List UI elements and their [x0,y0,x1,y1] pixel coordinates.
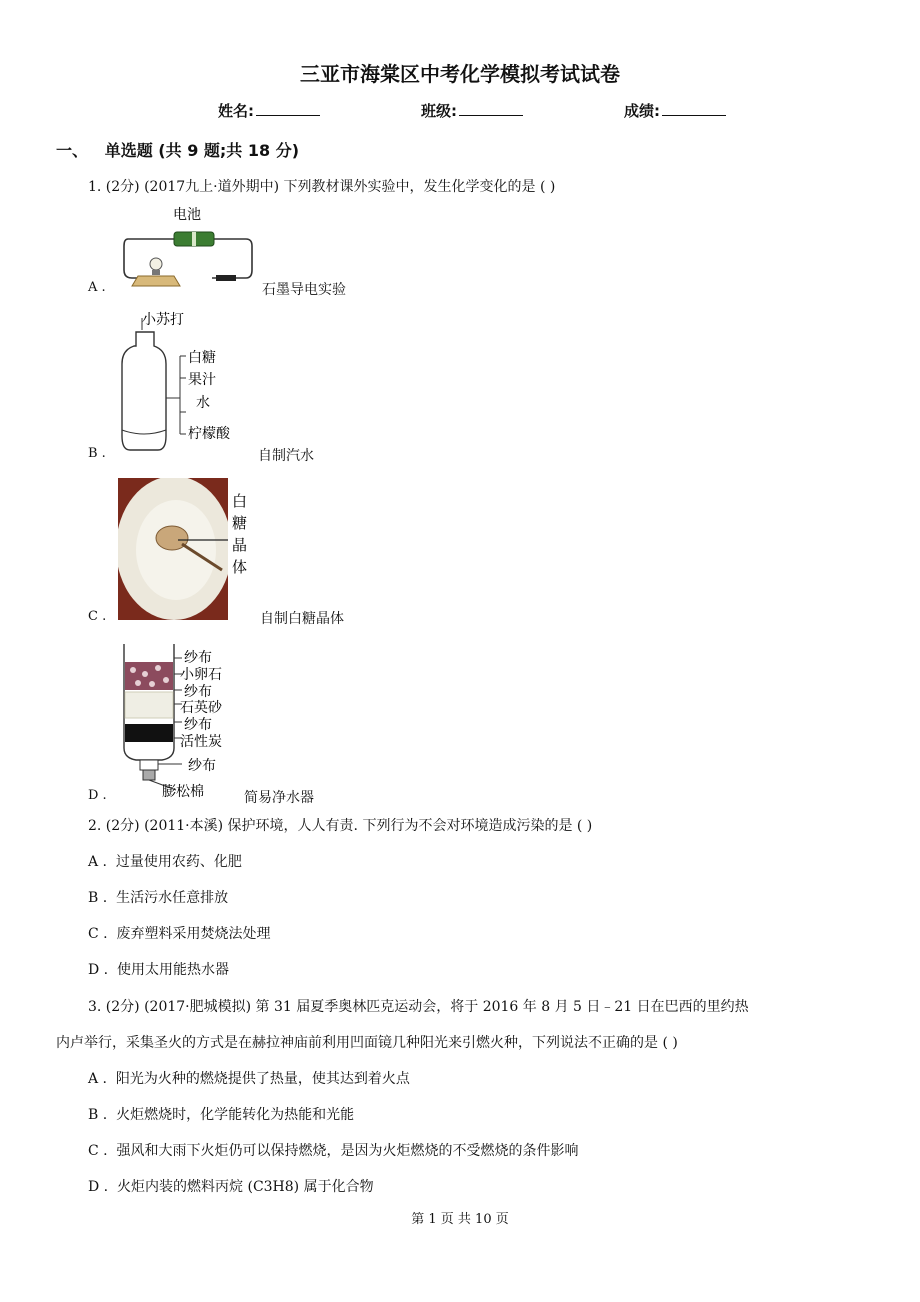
page-title: 三亚市海棠区中考化学模拟考试试卷 [300,62,620,86]
option-letter-a: A . [88,280,106,295]
pebble-label: 小卵石 [180,667,222,683]
name-field [218,100,320,121]
class-blank [459,101,523,116]
question-2-option-d: D . 使用太用能热水器 [88,962,230,978]
gauze-label-1: 纱布 [184,650,212,666]
water-filter-figure [118,640,244,802]
question-3-option-b: B . 火炬燃烧时，化学能转化为热能和光能 [88,1107,355,1123]
graphite-conductivity-figure [118,204,258,296]
question-3-stem-line-1: 3. (2分) (2017·肥城模拟) 第 31 届夏季奥林匹克运动会，将于 2016 年 8 月 5 日﹣21 日在巴西的里约热 [88,999,749,1015]
page-footer: 第 1 页 共 10 页 [411,1212,509,1227]
carbon-label: 活性炭 [180,734,222,750]
gauze-label-4: 纱布 [188,758,216,774]
question-3-option-c: C . 强风和大雨下火炬仍可以保持燃烧，是因为火炬燃烧的不受燃烧的条件影响 [88,1143,579,1159]
name-label: 姓名: [218,102,254,120]
gauze-label-3: 纱布 [184,717,212,733]
option-b-caption: 自制汽水 [258,448,314,464]
option-d-caption: 简易净水器 [244,790,314,806]
score-label: 成绩: [624,102,660,120]
class-field [421,100,523,121]
quartz-label: 石英砂 [180,700,222,716]
homemade-soda-figure [118,306,258,456]
crystal-label-3: 晶 [232,536,248,554]
outlet-icon [143,770,155,780]
cotton-label: 膨松棉 [162,784,204,800]
question-2-stem: 2. (2分) (2011·本溪) 保护环境，人人有责. 下列行为不会对环境造成污染的是 ( ) [88,818,593,834]
crystal-label-1: 白 [232,492,248,510]
pebbles-layer [125,662,173,690]
class-label: 班级: [421,102,457,120]
crystal-label-2: 糖 [232,514,248,532]
question-2-option-b: B . 生活污水任意排放 [88,890,229,906]
question-3-stem-line-2: 内卢举行，采集圣火的方式是在赫拉神庙前利用凹面镜几种阳光来引燃火种，下列说法不正确的是 ( ) [56,1035,678,1051]
water-label: 水 [196,395,210,411]
option-c-caption: 自制白糖晶体 [260,611,344,627]
question-2-option-c: C . 废弃塑料采用焚烧法处理 [88,926,271,942]
score-field [624,100,726,121]
option-letter-b: B . [88,446,106,461]
question-3-option-d: D . 火炬内装的燃料丙烷 (C3H8) 属于化合物 [88,1179,374,1195]
option-letter-d: D . [88,788,107,803]
crystal-label-4: 体 [232,558,248,576]
citric-acid-label: 柠檬酸 [188,426,230,442]
activated-carbon-layer [125,724,173,742]
bulb-icon [150,258,162,270]
question-3-option-a: A . 阳光为火种的燃烧提供了热量，使其达到着火点 [88,1071,410,1087]
battery-label: 电池 [173,207,201,223]
option-a-caption: 石墨导电实验 [262,282,346,298]
juice-label: 果汁 [188,372,216,388]
section-heading [56,138,299,161]
option-letter-c: C . [88,609,107,624]
graphite-rod-icon [216,275,236,281]
question-1-stem: 1. (2分) (2017九上·道外期中) 下列教材课外实验中，发生化学变化的是 ( ) [88,179,556,195]
name-blank [256,101,320,116]
section-number: 一、 [56,141,89,160]
sugar-label: 白糖 [188,350,216,366]
gauze-label-2: 纱布 [184,684,212,700]
base-board-icon [132,276,180,286]
score-blank [662,101,726,116]
quartz-sand-layer [125,692,173,718]
baking-soda-label: 小苏打 [142,312,184,328]
question-2-option-a: A . 过量使用农药、化肥 [88,854,242,870]
sugar-crystal-figure [118,478,254,620]
section-title: 单选题 (共 9 题;共 18 分) [104,141,300,160]
